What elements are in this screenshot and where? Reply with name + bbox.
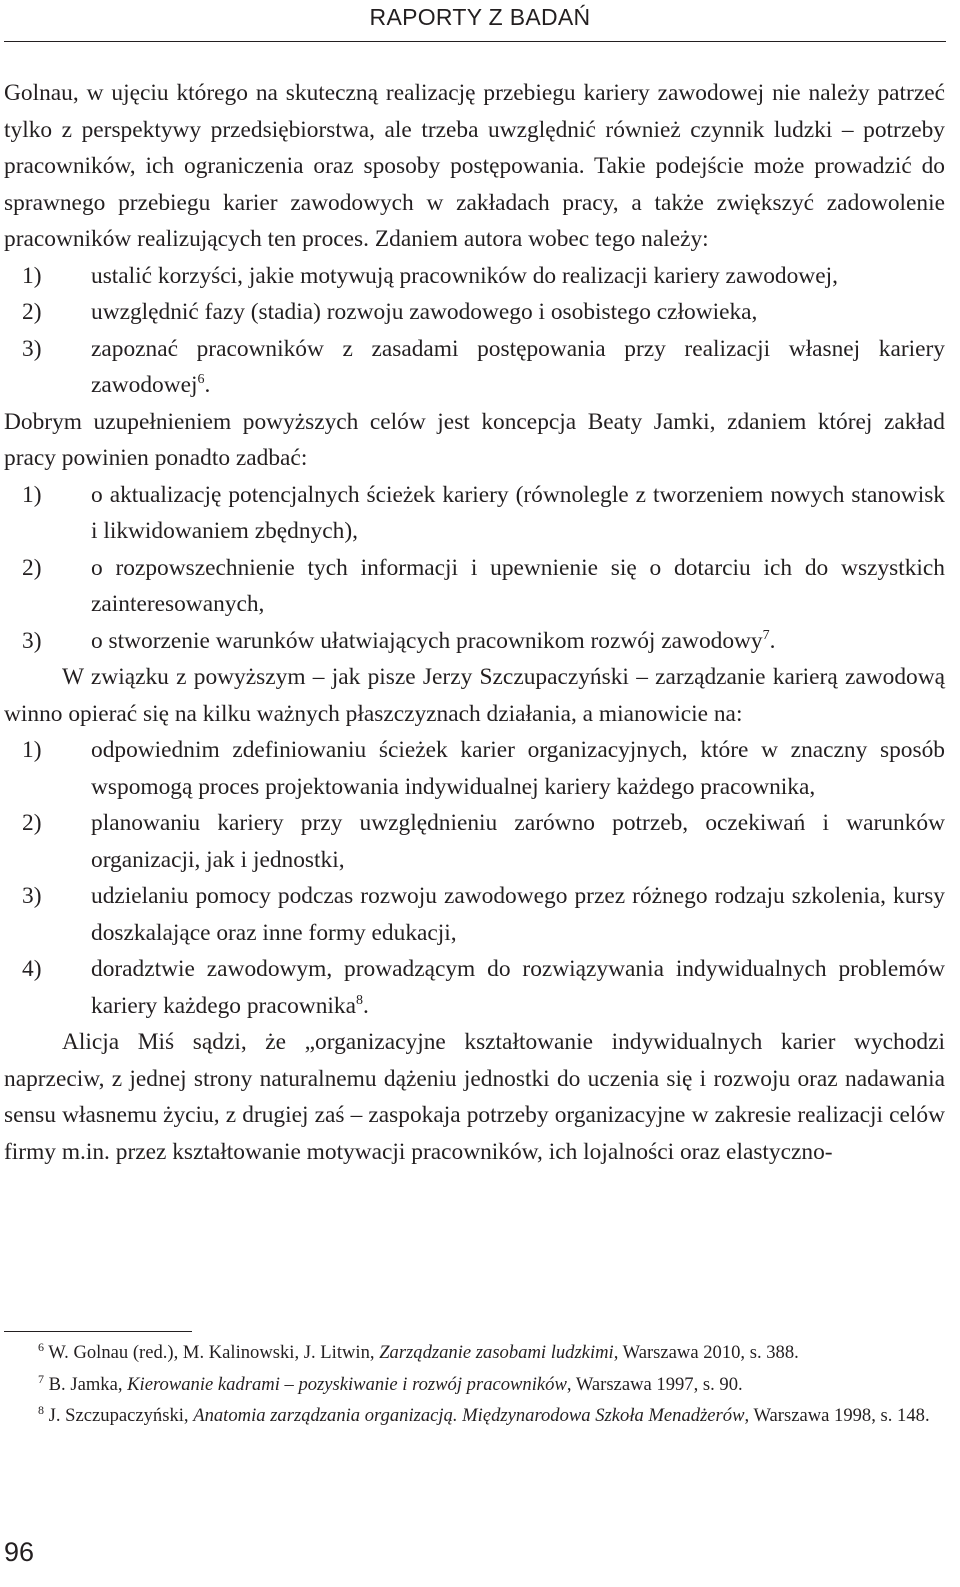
footnote-mark: 6: [38, 1340, 44, 1354]
list-number: 2): [22, 299, 42, 325]
list-item: [4, 951, 945, 1024]
footnote: [4, 1337, 946, 1369]
list-item-text: uwzględnić fazy (stadia) rozwoju zawodowego i osobistego człowieka,: [91, 299, 758, 325]
footnote-text: W. Golnau (red.), M. Kalinowski, J. Litwin,: [44, 1342, 380, 1363]
list-item-text: odpowiednim zdefiniowaniu ścieżek karier organizacyjnych, które w znaczny sposób wspomogą proces projektowania indywidualnej kariery każdego pracownika,: [91, 737, 945, 800]
list-item: [4, 258, 945, 295]
footnote-separator: [4, 1331, 192, 1332]
footnote-ref: 6: [197, 372, 205, 387]
footnote: [4, 1369, 946, 1401]
list-item: [4, 294, 945, 331]
footnote-ref: 7: [762, 627, 770, 643]
footnote-title: Zarządzanie zasobami ludzkimi: [379, 1342, 614, 1363]
list-item-text: ustalić korzyści, jakie motywują pracowników do realizacji kariery zawodowej,: [91, 262, 838, 289]
paragraph-1: Golnau, w ujęciu którego na skuteczną realizację przebiegu kariery zawodowej nie należy patrzeć tylko z perspektywy przedsiębiorstwa, ale trzeba uwzględnić również czynnik ludzki – potrzeby pracowników, ich ograniczenia oraz sposoby postępowania. Takie podejście może prowadzić do sprawnego przebiegu karier zawodowych w zakładach pracy, a także zwiększyć zadowolenie pracowników realizujących ten proces. Zdaniem autora wobec tego należy:: [4, 80, 945, 252]
list-item-end: .: [362, 992, 369, 1019]
list-number: 4): [22, 956, 42, 982]
list-number: 2): [22, 554, 42, 581]
list-3: [4, 732, 945, 1024]
list-item: [4, 805, 945, 878]
list-item: [4, 623, 945, 660]
footnote-text: J. Szczupaczyński,: [44, 1405, 194, 1426]
list-1: [4, 258, 945, 404]
list-item-text: planowaniu kariery przy uwzględnieniu zarówno potrzeb, oczekiwań i warunków organizacji, jak i jednostki,: [91, 810, 945, 873]
list-item-text: o aktualizację potencjalnych ścieżek kariery (równolegle z tworzeniem nowych stanowisk i likwidowaniem zbędnych),: [91, 481, 945, 544]
list-item-text: zapoznać pracowników z zasadami postępowania przy realizacji własnej kariery zawodowej: [91, 335, 945, 398]
footnote-title: Anatomia zarządzania organizacją. Międzynarodowa Szkoła Menadżerów: [193, 1405, 745, 1426]
list-2: [4, 477, 945, 660]
footnote-text: , Warszawa 2010, s. 388.: [613, 1342, 799, 1363]
header-rule: [4, 41, 946, 42]
list-item: [4, 331, 945, 404]
footnote-text: , Warszawa 1998, s. 148.: [744, 1405, 930, 1426]
footnote-mark: 8: [38, 1403, 44, 1417]
paragraph-4: Alicja Miś sądzi, że „organizacyjne kształtowanie indywidualnych karier wychodzi naprzeciw, z jednej strony naturalnemu dążeniu jednostki do uczenia się i rozwoju oraz nadawania sensu własnemu życiu, z drugiej zaś – zaspokaja potrzeby organizacyjne w zakresie realizacji celów firmy m.in. przez kształtowanie motywacji pracowników, ich lojalności oraz elastyczno-: [4, 1029, 945, 1165]
footnotes: [4, 1337, 946, 1432]
page-number: 96: [4, 1537, 35, 1567]
list-number: 2): [22, 810, 42, 836]
paragraph-3: W związku z powyższym – jak pisze Jerzy Szczupaczyński – zarządzanie karierą zawodową winno opierać się na kilku ważnych płaszczyznach działania, a mianowicie na:: [4, 664, 945, 727]
list-item: [4, 477, 945, 550]
footnote-ref: 8: [355, 992, 363, 1008]
list-item: [4, 550, 945, 623]
footnote-mark: 7: [38, 1371, 44, 1386]
paragraph-2: Dobrym uzupełnieniem powyższych celów jest koncepcja Beaty Jamki, zdaniem której zakład pracy powinien ponadto zadbać:: [4, 408, 945, 471]
list-item-text: o stworzenie warunków ułatwiających pracownikom rozwój zawodowy: [91, 627, 763, 654]
list-number: 3): [22, 335, 42, 362]
list-item-text: o rozpowszechnienie tych informacji i upewnienie się o dotarciu ich do wszystkich zainteresowanych,: [91, 554, 945, 617]
list-number: 3): [22, 627, 42, 654]
list-number: 3): [22, 883, 42, 909]
footnote-title: Kierowanie kadrami – pozyskiwanie i rozwój pracowników: [127, 1373, 567, 1395]
list-number: 1): [22, 737, 42, 763]
footnote-text: , Warszawa 1997, s. 90.: [566, 1373, 743, 1395]
list-item-text: udzielaniu pomocy podczas rozwoju zawodowego przez różnego rodzaju szkolenia, kursy doszkalające oraz inne formy edukacji,: [91, 883, 945, 946]
list-number: 1): [22, 262, 42, 289]
list-item-end: .: [204, 372, 211, 398]
main-text: [4, 75, 945, 1170]
footnote-text: B. Jamka,: [44, 1373, 128, 1395]
list-item-text: doradztwie zawodowym, prowadzącym do rozwiązywania indywidualnych problemów kariery każdego pracownika: [91, 956, 945, 1019]
running-header: RAPORTY Z BADAŃ: [369, 4, 591, 30]
list-item: [4, 732, 945, 805]
footnote: [4, 1400, 946, 1432]
list-item: [4, 878, 945, 951]
list-number: 1): [22, 481, 42, 508]
list-item-end: .: [769, 627, 776, 654]
